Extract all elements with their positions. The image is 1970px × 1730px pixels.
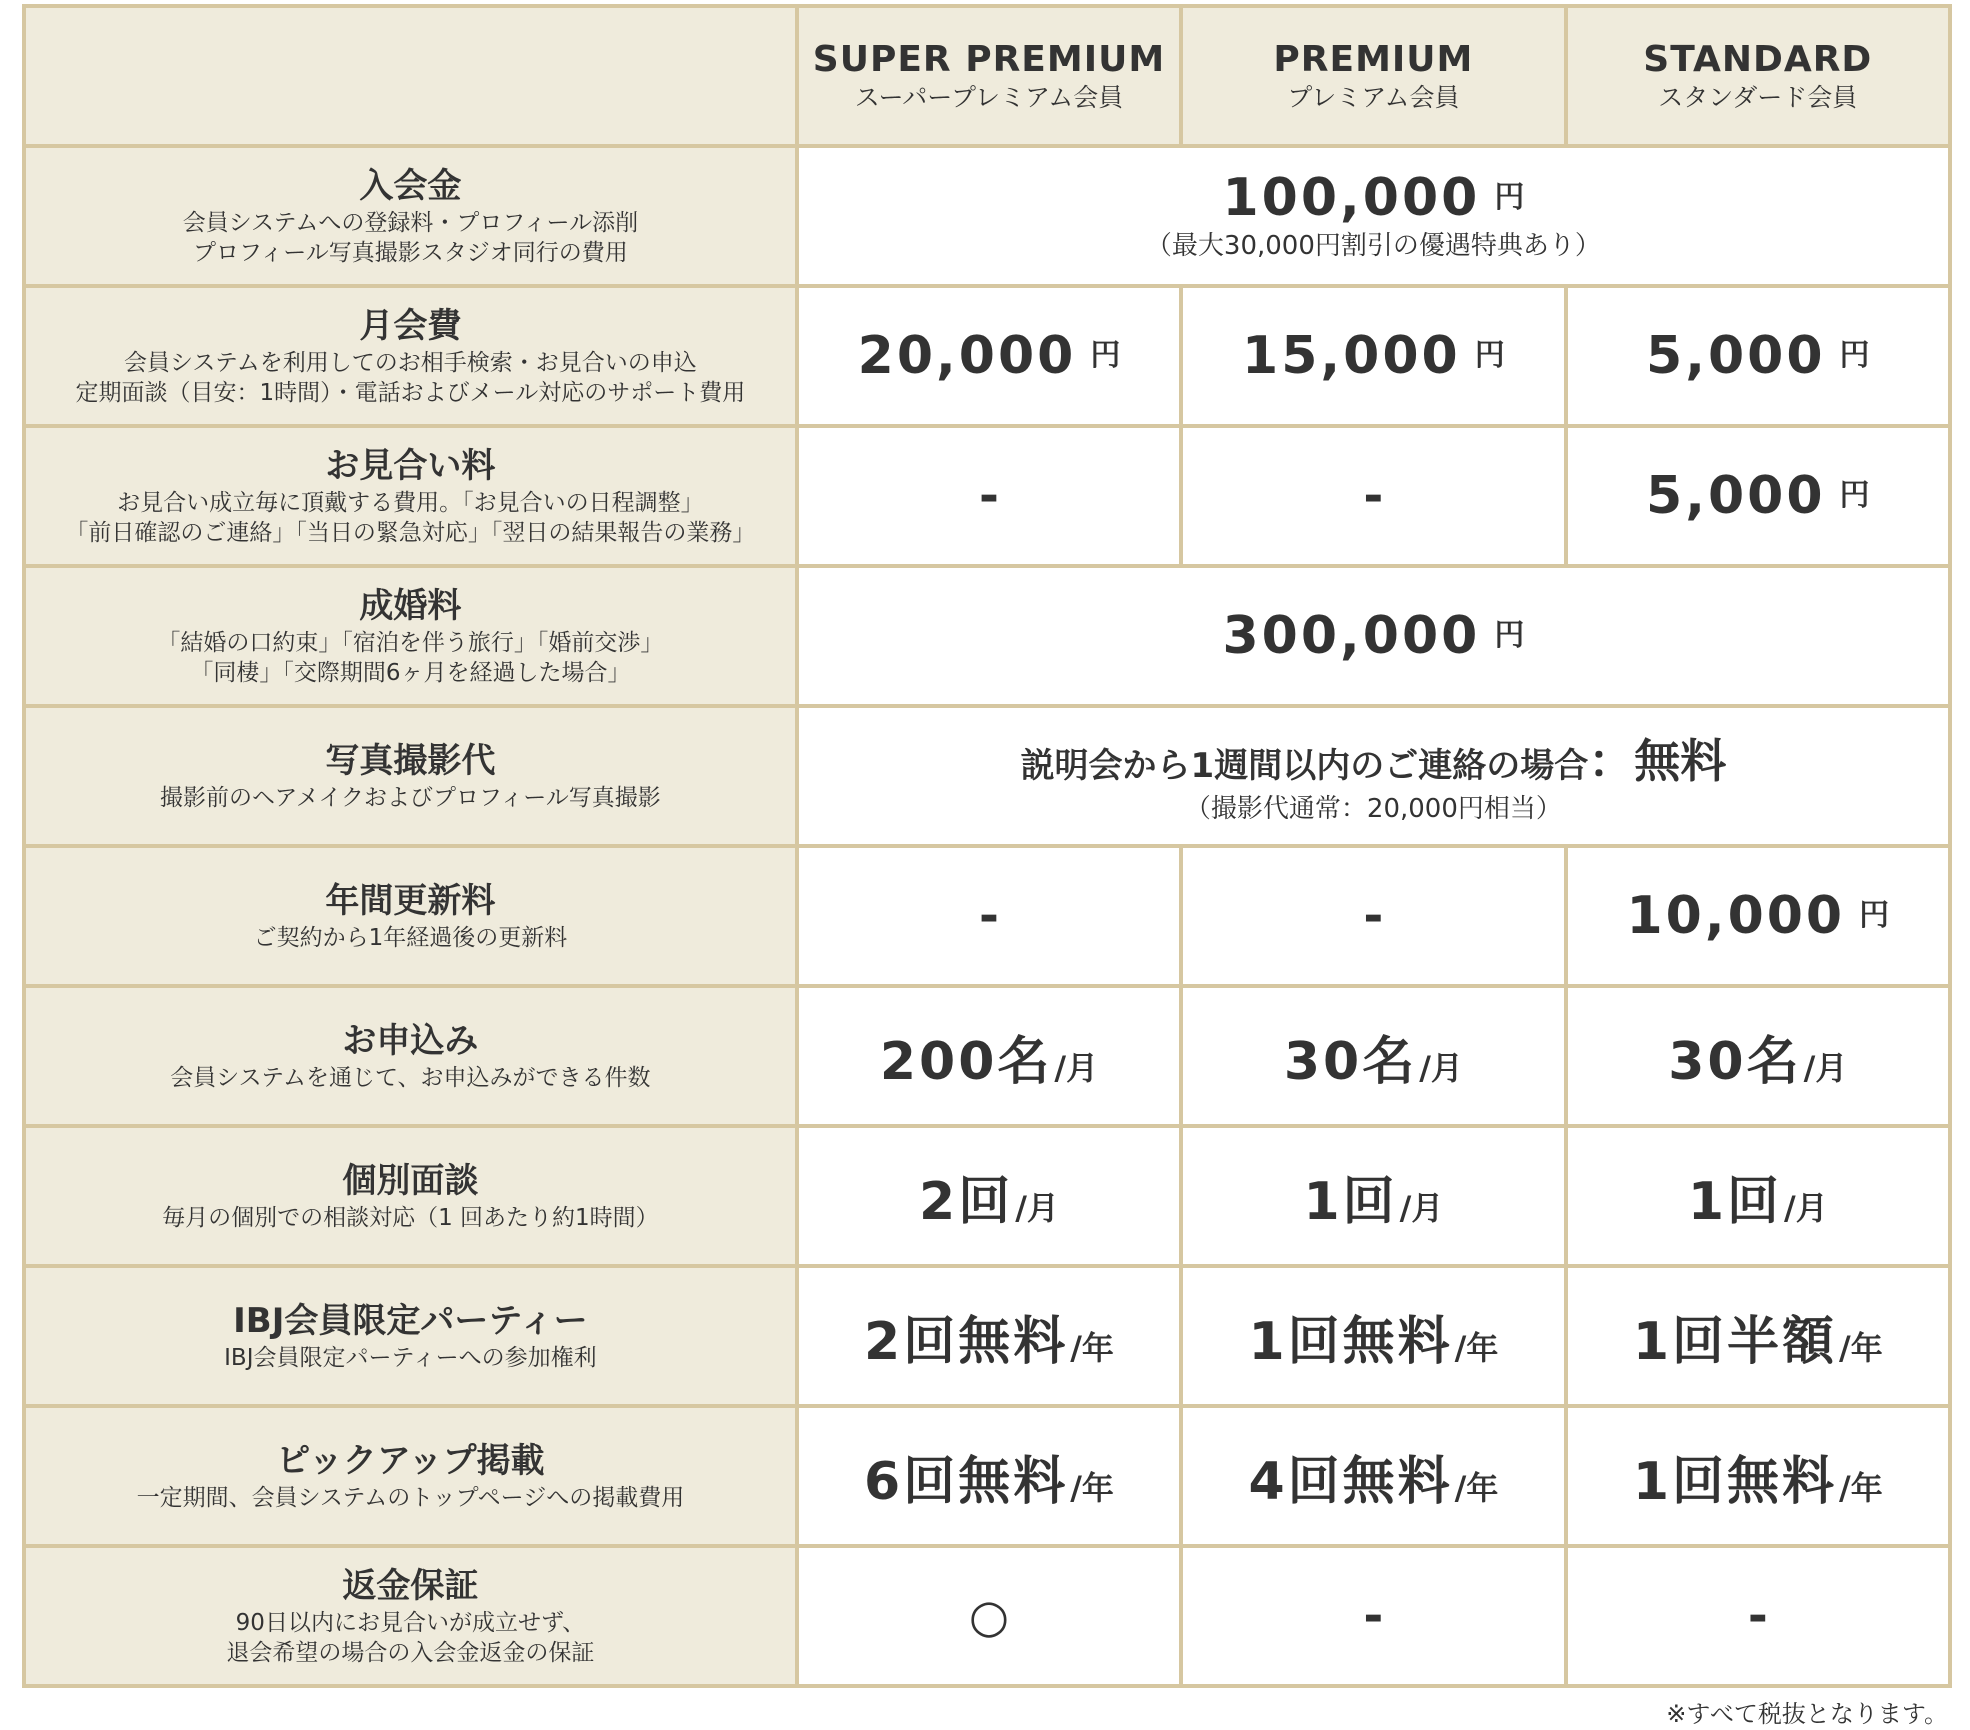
row-label: [24, 706, 797, 846]
value-cell: [797, 1406, 1181, 1546]
value-cell: [1181, 846, 1565, 986]
row-label: [24, 426, 797, 566]
row-desc: 会員システムを利用してのお相手検索・お見合いの申込: [124, 350, 697, 376]
row-desc: 定期面談（目安：1時間）・電話およびメール対応のサポート費用: [75, 380, 746, 406]
price-value: 15,000: [1242, 326, 1461, 386]
plan-header-standard: [1566, 6, 1950, 146]
row-title: お見合い料: [325, 446, 496, 486]
row-desc: お見合い成立毎に頂戴する費用。「お見合いの日程調整」: [117, 490, 704, 516]
plan-name-ja: スーパープレミアム会員: [854, 83, 1124, 112]
row-title: 月会費: [359, 306, 462, 346]
row-label: [24, 1406, 797, 1546]
row-label: [24, 1546, 797, 1686]
value-cell: [1566, 1266, 1950, 1406]
price-unit: 円: [1090, 338, 1121, 373]
header-empty-cell: [24, 6, 797, 146]
value-cell: [1181, 1406, 1565, 1546]
row-desc: 「結婚の口約束」「宿泊を伴う旅行」「婚前交渉」: [157, 630, 664, 656]
marriage-value-cell: [797, 566, 1950, 706]
value-cell: [1181, 426, 1565, 566]
count-value: 4回無料: [1248, 1451, 1453, 1512]
count-value: 1回: [1303, 1171, 1398, 1232]
per-unit: /年: [1070, 1468, 1114, 1507]
row-marriage: [24, 566, 1950, 706]
plan-header-row: [24, 6, 1950, 146]
value-cell: [797, 986, 1181, 1126]
photo-value-cell: [797, 706, 1950, 846]
price-value: 20,000: [857, 326, 1077, 386]
dash-value: -: [1363, 888, 1384, 944]
plan-name-ja: プレミアム会員: [1287, 83, 1460, 112]
count-value: 30名: [1668, 1031, 1802, 1092]
value-cell: [1566, 1406, 1950, 1546]
row-desc: 撮影前のヘアメイクおよびプロフィール写真撮影: [160, 785, 661, 811]
circle-mark: ○: [968, 1589, 1010, 1643]
row-desc: IBJ会員限定パーティーへの参加権利: [224, 1345, 597, 1371]
plan-name-ja: スタンダード会員: [1658, 83, 1858, 112]
per-unit: /月: [1784, 1188, 1828, 1227]
value-cell: [1566, 986, 1950, 1126]
dash-value: -: [1363, 468, 1384, 524]
dash-value: -: [1747, 1588, 1768, 1644]
row-photo: [24, 706, 1950, 846]
row-interview: [24, 1126, 1950, 1266]
dash-value: -: [1363, 1588, 1384, 1644]
count-value: 2回: [919, 1171, 1014, 1232]
plan-name-en: SUPER PREMIUM: [812, 39, 1166, 80]
price-unit: 円: [1839, 478, 1870, 513]
row-title: 写真撮影代: [325, 741, 496, 781]
price-value: 300,000: [1222, 606, 1481, 666]
count-value: 1回無料: [1248, 1311, 1453, 1372]
row-title: 個別面談: [342, 1161, 479, 1201]
per-unit: /年: [1454, 1328, 1499, 1367]
per-unit: /年: [1839, 1468, 1883, 1507]
photo-condition: 説明会から1週間以内のご連絡の場合: [1020, 746, 1589, 786]
price-unit: 円: [1474, 338, 1505, 373]
price-unit: 円: [1494, 618, 1525, 653]
value-cell: [1566, 846, 1950, 986]
per-unit: /年: [1839, 1328, 1883, 1367]
plan-header-super-premium: [797, 6, 1181, 146]
row-desc: 会員システムへの登録料・プロフィール添削: [182, 210, 639, 236]
value-cell: [1181, 1266, 1565, 1406]
value-cell: [797, 286, 1181, 426]
value-cell: [797, 1126, 1181, 1266]
dash-value: -: [979, 888, 999, 944]
count-value: 6回無料: [864, 1451, 1069, 1512]
pricing-table: [22, 4, 1952, 1688]
plan-header-premium: [1181, 6, 1565, 146]
row-label: [24, 1126, 797, 1266]
photo-free-label: ：無料: [1588, 734, 1727, 788]
plan-name-en: PREMIUM: [1273, 39, 1474, 80]
value-cell: [1566, 1546, 1950, 1686]
row-label: [24, 986, 797, 1126]
per-unit: /月: [1015, 1188, 1059, 1227]
count-value: 200名: [879, 1031, 1053, 1092]
tax-footnote: ※すべて税抜となります。: [1666, 1700, 1948, 1728]
value-cell: [797, 1266, 1181, 1406]
per-unit: /年: [1070, 1328, 1114, 1367]
row-label: [24, 146, 797, 286]
row-desc: 一定期間、会員システムのトップページへの掲載費用: [136, 1485, 685, 1511]
row-desc: ご契約から1年経過後の更新料: [253, 925, 568, 951]
price-value: 10,000: [1626, 886, 1846, 946]
row-refund: [24, 1546, 1950, 1686]
row-desc: プロフィール写真撮影スタジオ同行の費用: [193, 240, 628, 266]
row-label: [24, 846, 797, 986]
value-cell: [1181, 1546, 1565, 1686]
value-cell: [1181, 986, 1565, 1126]
row-title: IBJ会員限定パーティー: [233, 1301, 588, 1341]
per-unit: /月: [1419, 1048, 1463, 1087]
row-desc: 会員システムを通じて、お申込みができる件数: [170, 1065, 651, 1091]
price-unit: 円: [1494, 180, 1525, 215]
value-cell: [797, 846, 1181, 986]
count-value: 1回無料: [1632, 1451, 1838, 1512]
row-label: [24, 566, 797, 706]
row-desc: 毎月の個別での相談対応（1 回あたり約1時間）: [162, 1205, 659, 1231]
value-cell: [797, 426, 1181, 566]
row-desc: 退会希望の場合の入会金返金の保証: [226, 1640, 595, 1666]
count-value: 30名: [1283, 1031, 1418, 1092]
row-desc: 「前日確認のご連絡」「当日の緊急対応」「翌日の結果報告の業務」: [65, 520, 756, 546]
row-party: [24, 1266, 1950, 1406]
row-applications: [24, 986, 1950, 1126]
row-title: 返金保証: [342, 1566, 479, 1606]
photo-note: （撮影代通常：20,000円相当）: [1184, 794, 1562, 824]
row-renewal: [24, 846, 1950, 986]
row-label: [24, 1266, 797, 1406]
admission-value-cell: [797, 146, 1950, 286]
price-value: 100,000: [1222, 168, 1481, 228]
row-title: ピックアップ掲載: [276, 1441, 545, 1481]
row-desc: 「同棲」「交際期間6ヶ月を経過した場合」: [190, 660, 631, 686]
count-value: 1回: [1687, 1171, 1783, 1232]
per-unit: /年: [1454, 1468, 1499, 1507]
value-cell: [797, 1546, 1181, 1686]
count-value: 1回半額: [1632, 1311, 1838, 1372]
row-title: 成婚料: [359, 586, 462, 626]
per-unit: /月: [1803, 1048, 1848, 1087]
per-unit: /月: [1399, 1188, 1444, 1227]
row-label: [24, 286, 797, 426]
price-unit: 円: [1859, 898, 1890, 933]
count-value: 2回無料: [864, 1311, 1069, 1372]
per-unit: /月: [1054, 1048, 1099, 1087]
row-monthly: [24, 286, 1950, 426]
discount-note: （最大30,000円割引の優遇特典あり）: [1145, 231, 1601, 261]
value-cell: [1181, 1126, 1565, 1266]
row-desc: 90日以内にお見合いが成立せず、: [235, 1610, 586, 1636]
plan-name-en: STANDARD: [1643, 39, 1873, 80]
row-admission: [24, 146, 1950, 286]
value-cell: [1566, 286, 1950, 426]
row-title: 入会金: [359, 166, 462, 206]
row-title: お申込み: [342, 1021, 479, 1061]
row-omiai: [24, 426, 1950, 566]
price-value: 5,000: [1646, 466, 1826, 526]
value-cell: [1566, 426, 1950, 566]
value-cell: [1566, 1126, 1950, 1266]
value-cell: [1181, 286, 1565, 426]
price-value: 5,000: [1646, 326, 1826, 386]
row-title: 年間更新料: [325, 881, 496, 921]
row-pickup: [24, 1406, 1950, 1546]
dash-value: -: [979, 468, 999, 524]
price-unit: 円: [1839, 338, 1870, 373]
